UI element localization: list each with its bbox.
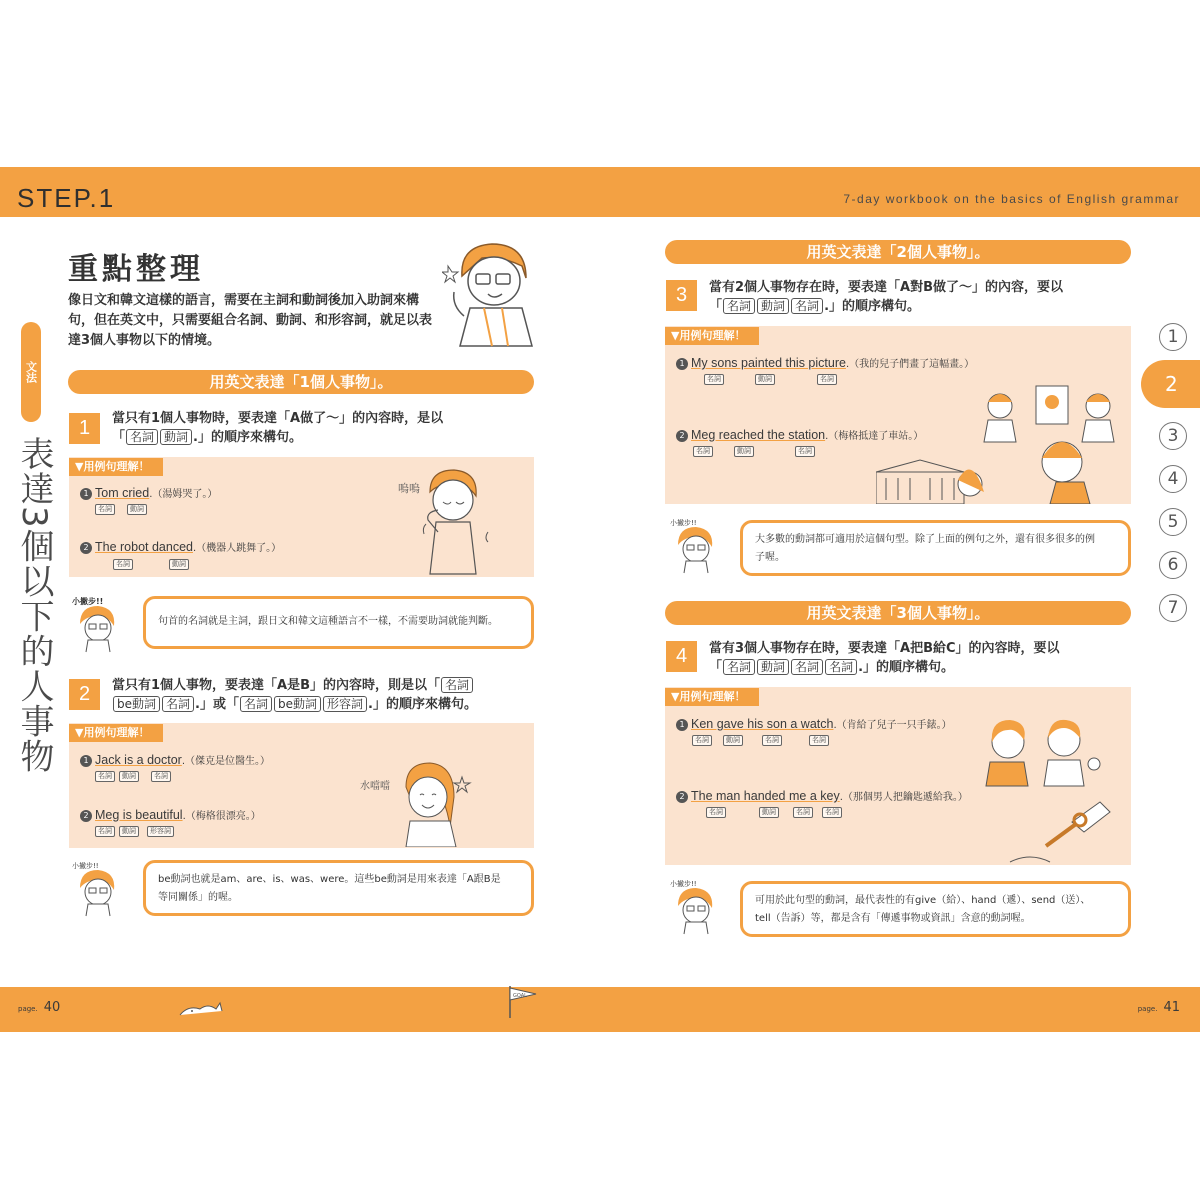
rule-number-3: 3 [666,280,697,311]
rule-4-line1: 當有3個人事物存在時，要表達「A把B給C」的內容時，要以 [709,641,1060,656]
word-tag: 名詞 [809,735,829,746]
chapter-nav-3[interactable]: 3 [1159,422,1187,450]
teacher-illustration [442,236,542,348]
tag-noun: 名詞 [825,659,857,675]
word-tag: 名詞 [795,446,815,457]
tag-noun: 名詞 [126,429,158,445]
tip-bubble-4 [740,881,1131,937]
rule-1-text [112,409,532,447]
painting-station-illustration [876,380,1126,504]
svg-text:小撇步!!: 小撇步!! [72,597,104,606]
helper-face-icon [670,515,730,575]
helper-face-icon [72,858,132,918]
tip-bubble-1: 句首的名詞就是主詞，跟日文和韓文這種語言不一樣，不需要助詞就能判斷。 [143,596,534,649]
sound-text: 嗚嗚 [398,482,420,495]
page-number-left: page. 40 [18,1000,61,1015]
sound-text: 水噹噹 [360,781,390,792]
rule-1-line2: 「 名詞 動詞 .」的順序來構句。 [112,430,302,445]
word-tag: 動詞 [759,807,779,818]
intro-paragraph: 像日文和韓文這樣的語言，需要在主詞和動詞後加入助詞來構句，但在英文中，只需要組合名詞、動詞、和形容詞，就足以表達3個人事物以下的情境。 [68,293,433,348]
tag-verb: 動詞 [757,659,789,675]
side-tab-label: 文法 [24,361,38,383]
word-tag: 動詞 [723,735,743,746]
example-heading: ▼用例句理解！ [69,458,163,476]
chapter-nav-7[interactable]: 7 [1159,594,1187,622]
goal-text: GOAL [513,993,527,999]
tip-line: tell（告訴）等，都是含有「傳遞事物或資訊」含意的動詞喔。 [755,913,1031,924]
example-heading: ▼用例句理解！ [69,724,163,742]
word-tag: 動詞 [755,374,775,385]
example-4-1: 1 Ken gave his son a watch.（肯給了兒子一只手錶。） [676,716,952,731]
page-number-right: page. 41 [1137,1000,1180,1015]
tag-adjective: 形容詞 [323,696,367,712]
svg-text:小撇步!!: 小撇步!! [670,519,697,527]
tip-line: 等同關係」的喔。 [158,892,238,903]
rule-2-line1: 當只有1個人事物，要表達「A是B」的內容時，則是以「 名詞 [112,676,532,695]
rule-3-text [709,278,1129,316]
rule-3-line1: 當有2個人事物存在時，要表達「A對B做了～」的內容，要以 [709,280,1064,295]
tip-line: 子喔。 [755,552,785,563]
rule-number-1: 1 [69,413,100,444]
word-tag: 名詞 [817,374,837,385]
example-4-2: 2 The man handed me a key.（那個男人把鑰匙遞給我。） [676,788,968,803]
woman-illustration [350,757,480,847]
rule-1-line1: 當只有1個人事物時，要表達「A做了～」的內容時，是以 [112,411,444,426]
page-title: 重點整理 [68,252,204,287]
tag-noun: 名詞 [791,298,823,314]
word-tag: 名詞 [762,735,782,746]
svg-text:小撇步!!: 小撇步!! [72,862,99,870]
example-heading: ▼用例句理解！ [665,688,759,706]
section-pill-one: 用英文表達「1個人事物」。 [68,370,534,394]
tip-line: be動詞也就是am、are、is、was、were。這些be動詞是用來表達「A跟B是 [158,874,501,885]
tip-line: 可用於此句型的動詞，最代表性的有give（給）、hand（遞）、send（送）、 [755,895,1091,906]
word-tag: 動詞 [119,771,139,782]
cat-doodle-icon [178,997,224,1021]
tip-bubble-2 [143,860,534,916]
chapter-nav-2-active[interactable]: 2 [1141,360,1200,408]
tag-verb: 動詞 [757,298,789,314]
svg-text:小撇步!!: 小撇步!! [670,880,697,888]
example-1-2: 2 The robot danced.（機器人跳舞了。） [80,539,281,554]
tag-noun: 名詞 [723,298,755,314]
section-pill-two: 用英文表達「2個人事物」。 [665,240,1131,264]
helper-face-icon [670,876,730,936]
example-3-2: 2 Meg reached the station.（梅格抵達了車站。） [676,427,923,442]
tag-be-verb: be動詞 [274,696,321,712]
word-tag: 動詞 [127,504,147,515]
example-3-1: 1 My sons painted this picture.（我的兒子們畫了這幅畫。） [676,355,974,370]
example-heading: ▼用例句理解！ [665,327,759,345]
giving-illustration [980,712,1120,864]
workbook-subtitle: 7-day workbook on the basics of English grammar [843,192,1180,206]
word-tag: 動詞 [734,446,754,457]
word-tag: 名詞 [95,771,115,782]
rule-2-line2: be動詞 名詞 .」或「 名詞 be動詞 形容詞 .」的順序來構句。 [112,695,532,714]
rule-2-text [112,676,532,714]
word-tag: 名詞 [704,374,724,385]
example-2-1: 1 Jack is a doctor.（傑克是位醫生。） [80,752,270,767]
word-tag: 名詞 [793,807,813,818]
tip-line: 大多數的動詞都可適用於這個句型。除了上面的例句之外，還有很多很多的例 [755,534,1095,545]
example-1-1: 1 Tom cried.（湯姆哭了。） [80,485,217,500]
example-2-2: 2 Meg is beautiful.（梅格很漂亮。） [80,807,261,822]
tag-noun: 名詞 [162,696,194,712]
word-tag: 名詞 [113,559,133,570]
tag-noun: 名詞 [240,696,272,712]
word-tag: 動詞 [119,826,139,837]
tag-noun: 名詞 [791,659,823,675]
word-tag: 形容詞 [147,826,174,837]
tag-noun: 名詞 [441,677,473,693]
rule-4-line2: 「 名詞 動詞 名詞 名詞 .」的順序構句。 [709,660,955,675]
word-tag: 名詞 [95,504,115,515]
rule-3-line2: 「 名詞 動詞 名詞 .」的順序構句。 [709,299,921,314]
word-tag: 名詞 [95,826,115,837]
word-tag: 名詞 [822,807,842,818]
tag-be-verb: be動詞 [113,696,160,712]
chapter-nav-5[interactable]: 5 [1159,508,1187,536]
rule-number-2: 2 [69,679,100,710]
chapter-nav-4[interactable]: 4 [1159,465,1187,493]
section-pill-three: 用英文表達「3個人事物」。 [665,601,1131,625]
word-tag: 名詞 [692,735,712,746]
chapter-nav-6[interactable]: 6 [1159,551,1187,579]
word-tag: 名詞 [706,807,726,818]
crying-person-illustration [388,462,508,577]
chapter-nav-1[interactable]: 1 [1159,323,1187,351]
word-tag: 名詞 [693,446,713,457]
tag-verb: 動詞 [160,429,192,445]
step-label: STEP.1 [17,183,116,213]
tip-bubble-3 [740,520,1131,576]
word-tag: 名詞 [151,771,171,782]
word-tag: 動詞 [169,559,189,570]
rule-number-4: 4 [666,641,697,672]
rule-4-text [709,639,1129,677]
helper-face-icon [72,594,132,654]
chapter-title-vertical: 表達3個以下的人事物 [14,436,54,774]
tag-noun: 名詞 [723,659,755,675]
goal-flag-icon [504,980,538,1020]
